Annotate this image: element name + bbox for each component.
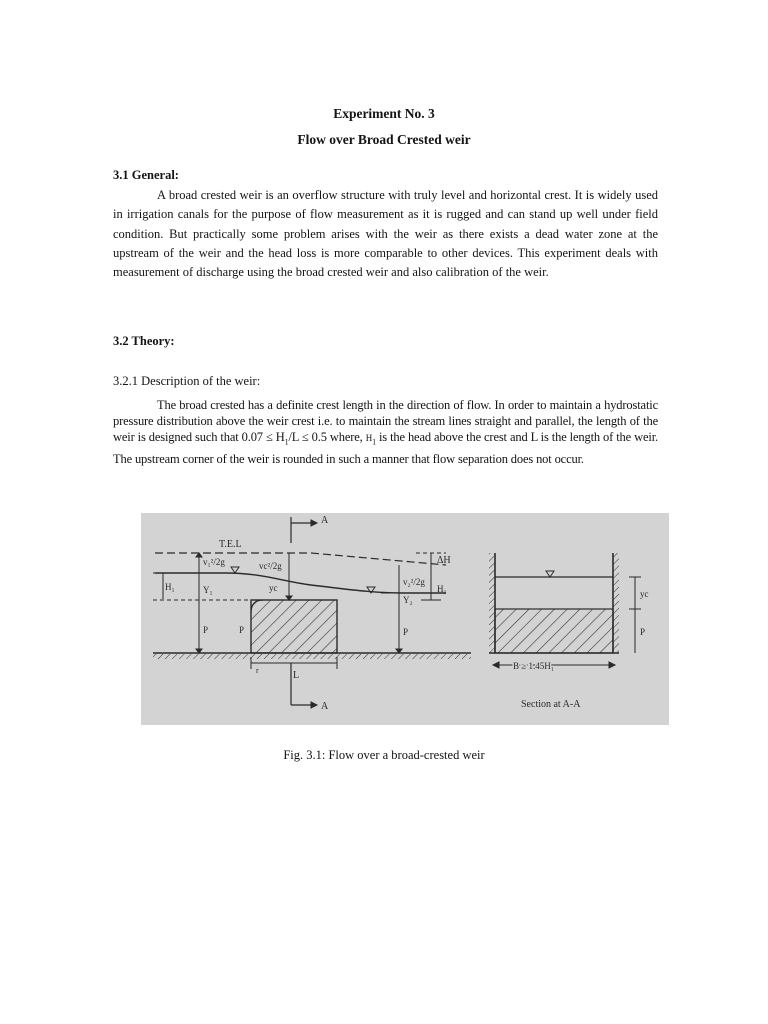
paragraph-general: A broad crested weir is an overflow structure with truly level and horizontal crest. It is widely used in irrigation canals for the purpose of flow measurement as it is rugged and can stand up well under field condition. But practically some problem arises with the weir as there exists a dead water zone at the upstream of the weir and the head loss is more comparable to other devices. This experiment deals with measurement of discharge using the broad crested weir and also calibration of the weir.	[113, 188, 658, 280]
label-tel: T.E.L	[219, 539, 242, 550]
label-p-right: P	[403, 627, 409, 637]
label-p-inner: P	[239, 625, 245, 635]
label-r: r	[256, 666, 259, 675]
channel-bed-hatch	[153, 654, 471, 659]
paragraph-description	[113, 397, 658, 467]
paragraph-text-c: H	[365, 433, 373, 444]
label-v2: v₂²/2g	[403, 577, 425, 587]
document-subtitle: Flow over Broad Crested weir	[297, 132, 471, 147]
label-b: B ≥ 1.45H₁	[513, 661, 554, 671]
label-y1: Y₁	[203, 585, 213, 595]
water-marker-left	[231, 567, 239, 573]
subscript-1: 1	[284, 437, 289, 447]
label-l: L	[293, 670, 300, 681]
label-section-title: Section at A-A	[521, 699, 581, 710]
label-h1-left: H₁	[165, 582, 175, 592]
label-h1-right: H₁	[437, 584, 447, 594]
label-vc: vc²/2g	[259, 561, 282, 571]
paragraph-text-b: /L ≤ 0.5 where,	[288, 430, 366, 445]
subsection-heading-description: 3.2.1 Description of the weir:	[113, 374, 261, 388]
paragraph-text-a: The broad crested has a definite crest length in the direction of flow. In order to maintain a hydrostatic pressure distribution above the weir crest i.e. to maintain the stream lines straight and parallel, the length of the weir is designed such that 0.07 ≤ H	[113, 398, 658, 445]
weir-cross-section	[495, 609, 613, 653]
label-delta-h: ΔH	[437, 555, 451, 566]
label-p-section: P	[640, 627, 646, 637]
paragraph-text-d: is the head above the crest and L is the length of the weir. The upstream corner of the weir is rounded in such a manner that flow separation does not occur.	[113, 430, 658, 467]
label-y2: Y₂	[403, 595, 413, 605]
label-v1: v₁²/2g	[203, 557, 225, 567]
cross-section	[489, 553, 641, 668]
weir-diagram	[141, 513, 669, 725]
longitudinal-section	[153, 517, 471, 708]
section-heading-general: 3.1 General:	[113, 168, 179, 182]
label-section-a-bottom: A	[321, 701, 329, 712]
label-p-outer: P	[203, 625, 209, 635]
figure-caption: Fig. 3.1: Flow over a broad-crested weir	[283, 748, 485, 762]
section-heading-theory: 3.2 Theory:	[113, 334, 175, 348]
subscript-2: 1	[372, 437, 376, 447]
label-yc: yc	[269, 583, 278, 593]
weir-block	[251, 600, 337, 653]
label-section-a-top: A	[321, 515, 329, 526]
label-yc-section: yc	[640, 589, 649, 599]
document-title: Experiment No. 3	[333, 106, 435, 121]
weir-figure	[141, 513, 669, 725]
